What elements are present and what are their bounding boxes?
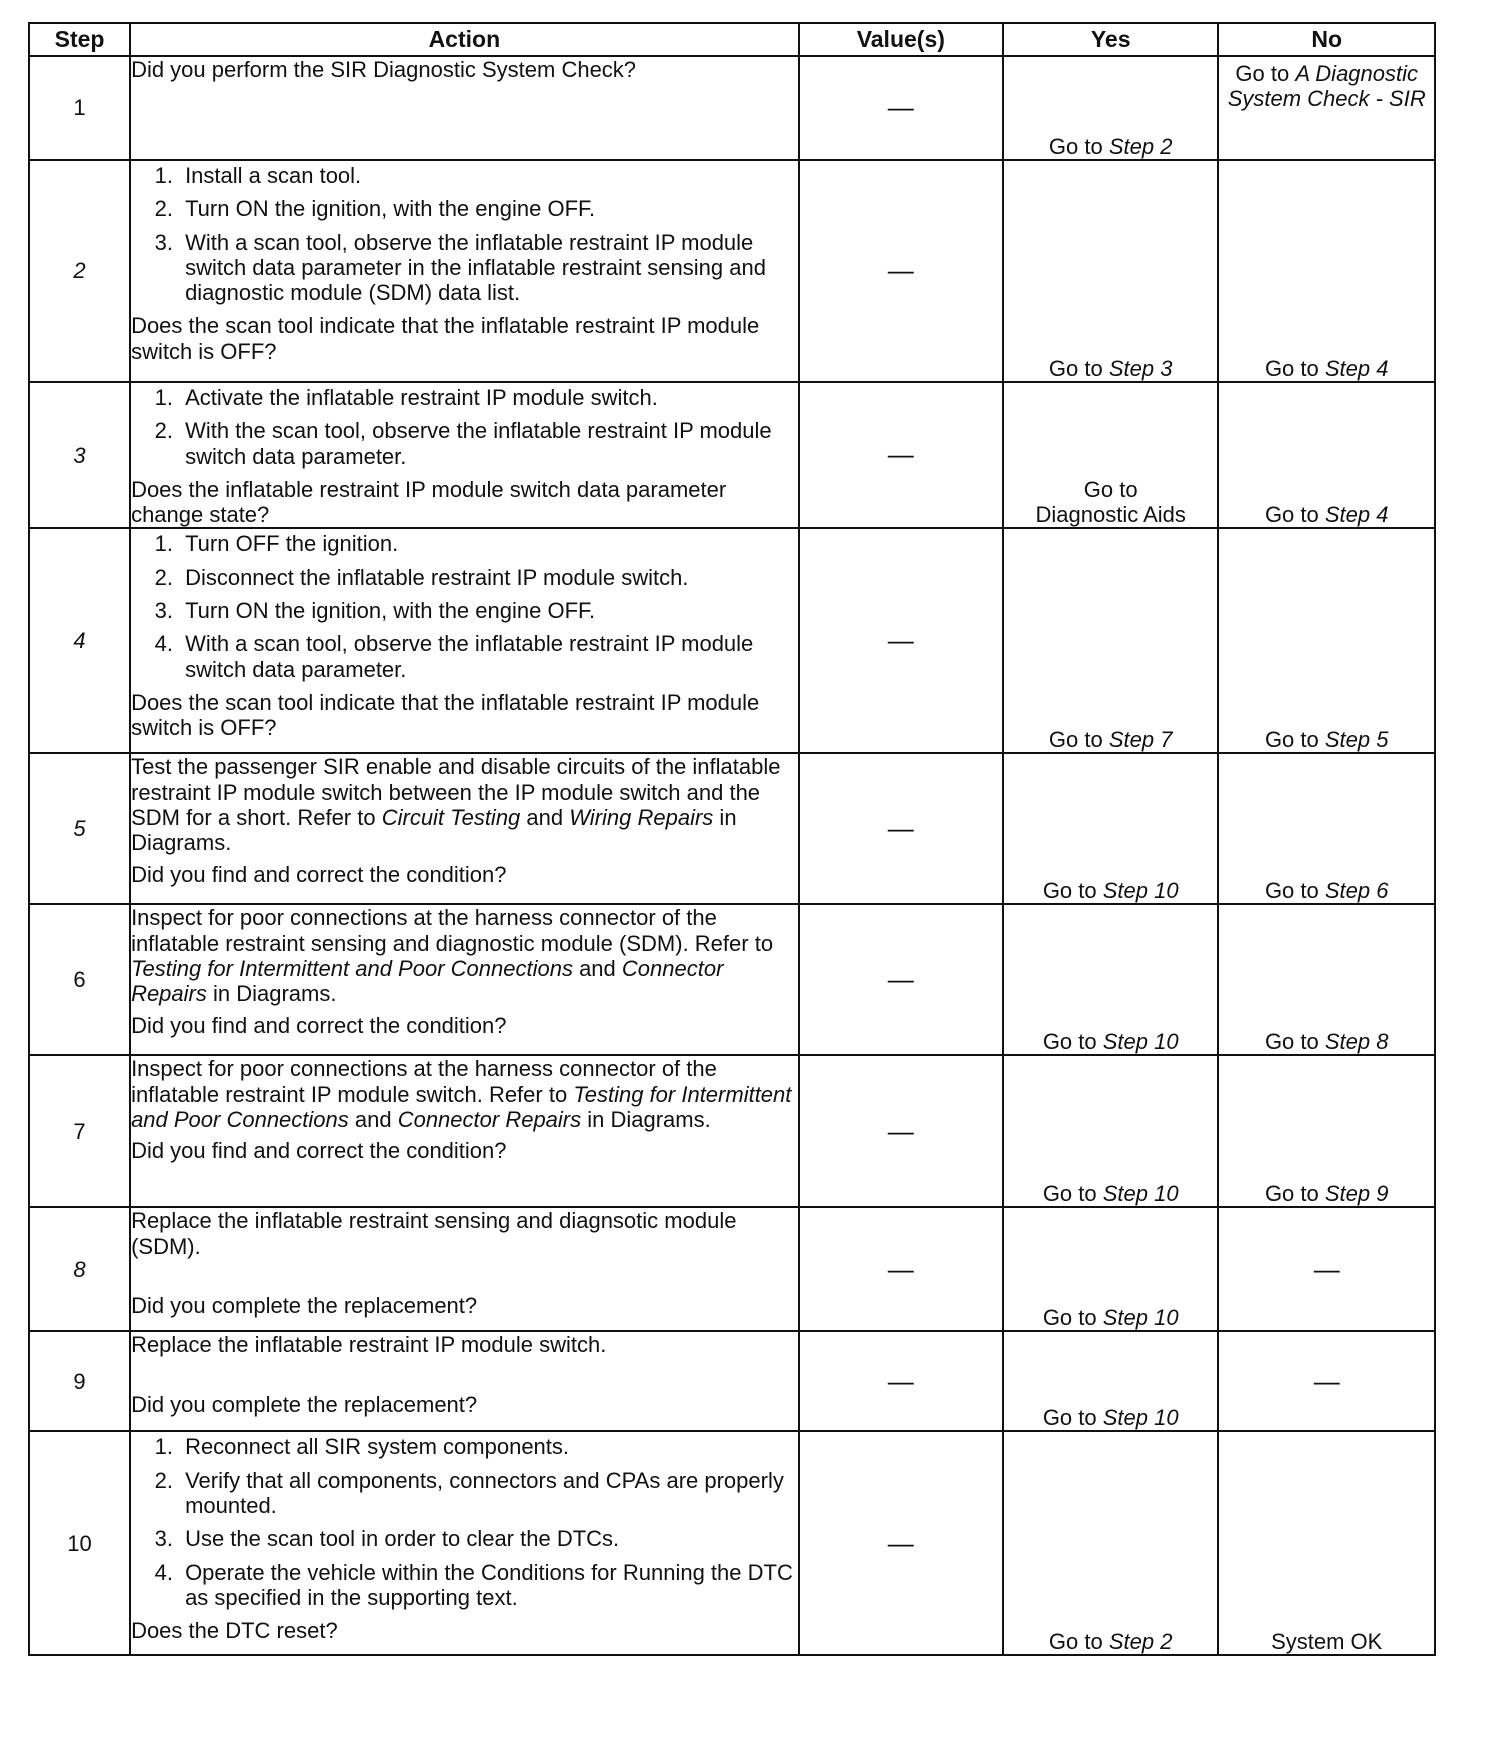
no-link[interactable]: Step 8 [1324, 1029, 1389, 1055]
yes-cell [1003, 160, 1218, 382]
yes-prefix: Go to [1048, 1629, 1109, 1655]
yes-link[interactable]: Diagnostic Aids [1035, 502, 1186, 528]
no-cell: — [1218, 1331, 1435, 1431]
value-cell: — [799, 1207, 1003, 1331]
no-prefix: Go to [1264, 355, 1325, 381]
yes-prefix: Go to [1048, 727, 1109, 753]
reference-link[interactable]: Circuit Testing [381, 805, 521, 831]
list-item: 1. Install a scan tool. [179, 163, 798, 188]
question-text: Does the scan tool indicate that the inflatable restraint IP module switch is OFF? [131, 689, 760, 741]
no-link[interactable]: Step 5 [1324, 727, 1389, 753]
yes-cell [1003, 382, 1218, 528]
question-text: Did you find and correct the condition? [131, 1012, 507, 1038]
step-number: 4 [29, 528, 130, 753]
step-number: 8 [29, 1207, 130, 1331]
action-cell [130, 1331, 799, 1431]
list-item: 1. Activate the inflatable restraint IP module switch. [179, 385, 798, 410]
action-text: Replace the inflatable restraint sensing and diagnsotic module (SDM). [131, 1208, 737, 1259]
yes-prefix: Go to [1042, 1305, 1103, 1331]
list-item: 1. Reconnect all SIR system components. [179, 1434, 798, 1459]
action-cell [130, 56, 799, 160]
no-cell [1218, 753, 1435, 904]
no-prefix: Go to [1264, 502, 1325, 528]
yes-cell [1003, 1207, 1218, 1331]
question-text: Did you complete the replacement? [131, 1391, 478, 1417]
yes-cell [1003, 1431, 1218, 1655]
yes-link[interactable]: Step 3 [1108, 355, 1173, 381]
header-row [29, 23, 1435, 56]
instruction-text: Test the passenger SIR enable and disable circuits of the inflatable restraint IP module switch between the IP module switch and the SDM for a short. Refer to [131, 754, 781, 831]
action-cell [130, 753, 799, 904]
table-row [29, 160, 1435, 382]
yes-cell [1003, 753, 1218, 904]
step-number: 1 [29, 56, 130, 160]
no-prefix: Go to [1235, 61, 1296, 86]
yes-link[interactable]: Step 7 [1108, 727, 1173, 753]
question-text: Does the inflatable restraint IP module switch data parameter change state? [131, 476, 727, 528]
no-link[interactable]: Step 4 [1324, 502, 1389, 528]
instruction-text: Inspect for poor connections at the harness connector of the inflatable restraint IP module switch. Refer to [131, 1056, 717, 1107]
procedure-list [131, 385, 798, 469]
list-item: 3. With a scan tool, observe the inflatable restraint IP module switch data parameter in the inflatable restraint sensing and diagnostic module (SDM) data list. [179, 230, 798, 306]
action-cell [130, 1431, 799, 1655]
no-link[interactable]: A Diagnostic System Check - SIR [1227, 61, 1426, 112]
step-number: 5 [29, 753, 130, 904]
value-cell: — [799, 1431, 1003, 1655]
no-link[interactable]: Step 6 [1324, 878, 1389, 904]
yes-cell [1003, 1331, 1218, 1431]
question-text: Did you find and correct the condition? [131, 1138, 507, 1164]
header-no: No [1218, 23, 1435, 56]
header-step: Step [29, 23, 130, 56]
no-prefix: Go to [1264, 878, 1325, 904]
yes-link[interactable]: Step 2 [1108, 1629, 1173, 1655]
yes-prefix: Go to [1042, 878, 1103, 904]
yes-prefix: Go to [1042, 1181, 1103, 1207]
no-cell [1218, 160, 1435, 382]
table-row [29, 1431, 1435, 1655]
action-cell [130, 1207, 799, 1331]
list-item: 2. Verify that all components, connectors and CPAs are properly mounted. [179, 1468, 798, 1519]
yes-prefix: Go to [1048, 133, 1109, 159]
yes-prefix: Go to [1042, 1405, 1103, 1431]
header-action: Action [130, 23, 799, 56]
yes-link[interactable]: Step 10 [1102, 1405, 1179, 1431]
step-number: 7 [29, 1055, 130, 1207]
step-number: 9 [29, 1331, 130, 1431]
value-cell: — [799, 904, 1003, 1055]
no-link[interactable]: Step 9 [1324, 1181, 1389, 1207]
yes-link[interactable]: Step 10 [1102, 1181, 1179, 1207]
step-number: 3 [29, 382, 130, 528]
action-text: Did you perform the SIR Diagnostic System Check? [131, 57, 637, 82]
procedure-list [131, 531, 798, 681]
reference-suffix: in Diagrams. [581, 1107, 711, 1133]
no-cell [1218, 56, 1435, 160]
list-item: 4. Operate the vehicle within the Conditions for Running the DTC as specified in the supporting text. [179, 1560, 798, 1611]
yes-link[interactable]: Step 10 [1102, 1305, 1179, 1331]
yes-link[interactable]: Step 10 [1102, 1029, 1179, 1055]
reference-link[interactable]: Connector Repairs [131, 956, 724, 1007]
header-yes: Yes [1003, 23, 1218, 56]
table-row [29, 753, 1435, 904]
yes-link[interactable]: Step 10 [1102, 878, 1179, 904]
yes-prefix: Go to [1042, 1029, 1103, 1055]
action-text [131, 905, 798, 1006]
procedure-list [131, 1434, 798, 1610]
action-cell [130, 1055, 799, 1207]
yes-cell [1003, 904, 1218, 1055]
yes-cell [1003, 528, 1218, 753]
table-row [29, 528, 1435, 753]
conjunction: and [572, 956, 622, 982]
list-item: 2. Disconnect the inflatable restraint IP module switch. [179, 565, 798, 590]
reference-suffix: in Diagrams. [131, 805, 737, 856]
action-text [131, 1056, 798, 1132]
no-cell [1218, 1055, 1435, 1207]
table-row [29, 1331, 1435, 1431]
reference-link[interactable]: Testing for Intermittent and Poor Connections [131, 1081, 792, 1133]
question-text: Did you find and correct the condition? [131, 861, 507, 887]
reference-link[interactable]: Wiring Repairs [569, 805, 714, 831]
value-cell: — [799, 56, 1003, 160]
reference-link[interactable]: Connector Repairs [397, 1107, 582, 1133]
diagnostic-table [28, 22, 1436, 1656]
yes-cell [1003, 56, 1218, 160]
step-number: 10 [29, 1431, 130, 1655]
value-cell: — [799, 753, 1003, 904]
step-number: 2 [29, 160, 130, 382]
value-cell: — [799, 160, 1003, 382]
action-cell [130, 382, 799, 528]
list-item: 3. Turn ON the ignition, with the engine OFF. [179, 598, 798, 623]
no-prefix: Go to [1264, 727, 1325, 753]
yes-prefix: Go to [1083, 476, 1138, 502]
table-row [29, 56, 1435, 160]
value-cell: — [799, 1055, 1003, 1207]
header-values: Value(s) [799, 23, 1003, 56]
list-item: 3. Use the scan tool in order to clear the DTCs. [179, 1526, 798, 1551]
question-text: Does the scan tool indicate that the inflatable restraint IP module switch is OFF? [131, 313, 760, 364]
no-prefix: Go to [1264, 1029, 1325, 1055]
procedure-list [131, 163, 798, 305]
yes-prefix: Go to [1048, 355, 1109, 381]
no-cell [1218, 382, 1435, 528]
no-cell: — [1218, 1207, 1435, 1331]
action-text [131, 754, 798, 855]
conjunction: and [348, 1107, 398, 1133]
question-text: Does the DTC reset? [131, 1618, 338, 1644]
action-cell [130, 160, 799, 382]
no-prefix: Go to [1264, 1181, 1325, 1207]
action-cell [130, 528, 799, 753]
list-item: 1. Turn OFF the ignition. [179, 531, 798, 556]
yes-cell [1003, 1055, 1218, 1207]
table-row [29, 382, 1435, 528]
no-link[interactable]: Step 4 [1324, 355, 1389, 381]
question-text: Did you complete the replacement? [131, 1293, 478, 1319]
no-cell [1218, 528, 1435, 753]
reference-suffix: in Diagrams. [206, 981, 337, 1007]
no-cell: System OK [1218, 1431, 1435, 1655]
conjunction: and [520, 805, 570, 831]
table-row [29, 904, 1435, 1055]
action-text: Replace the inflatable restraint IP module switch. [131, 1332, 607, 1358]
list-item: 2. Turn ON the ignition, with the engine OFF. [179, 196, 798, 221]
action-cell [130, 904, 799, 1055]
list-item: 4. With a scan tool, observe the inflatable restraint IP module switch data parameter. [179, 631, 798, 682]
yes-link[interactable]: Step 2 [1108, 133, 1173, 159]
table-row [29, 1055, 1435, 1207]
list-item: 2. With the scan tool, observe the inflatable restraint IP module switch data parameter. [179, 418, 798, 469]
value-cell: — [799, 528, 1003, 753]
instruction-text: Inspect for poor connections at the harness connector of the inflatable restraint sensing and diagnostic module (SDM). Refer to [131, 905, 774, 956]
no-cell [1218, 904, 1435, 1055]
step-number: 6 [29, 904, 130, 1055]
reference-link[interactable]: Testing for Intermittent and Poor Connections [131, 956, 573, 982]
value-cell: — [799, 1331, 1003, 1431]
table-row [29, 1207, 1435, 1331]
value-cell: — [799, 382, 1003, 528]
